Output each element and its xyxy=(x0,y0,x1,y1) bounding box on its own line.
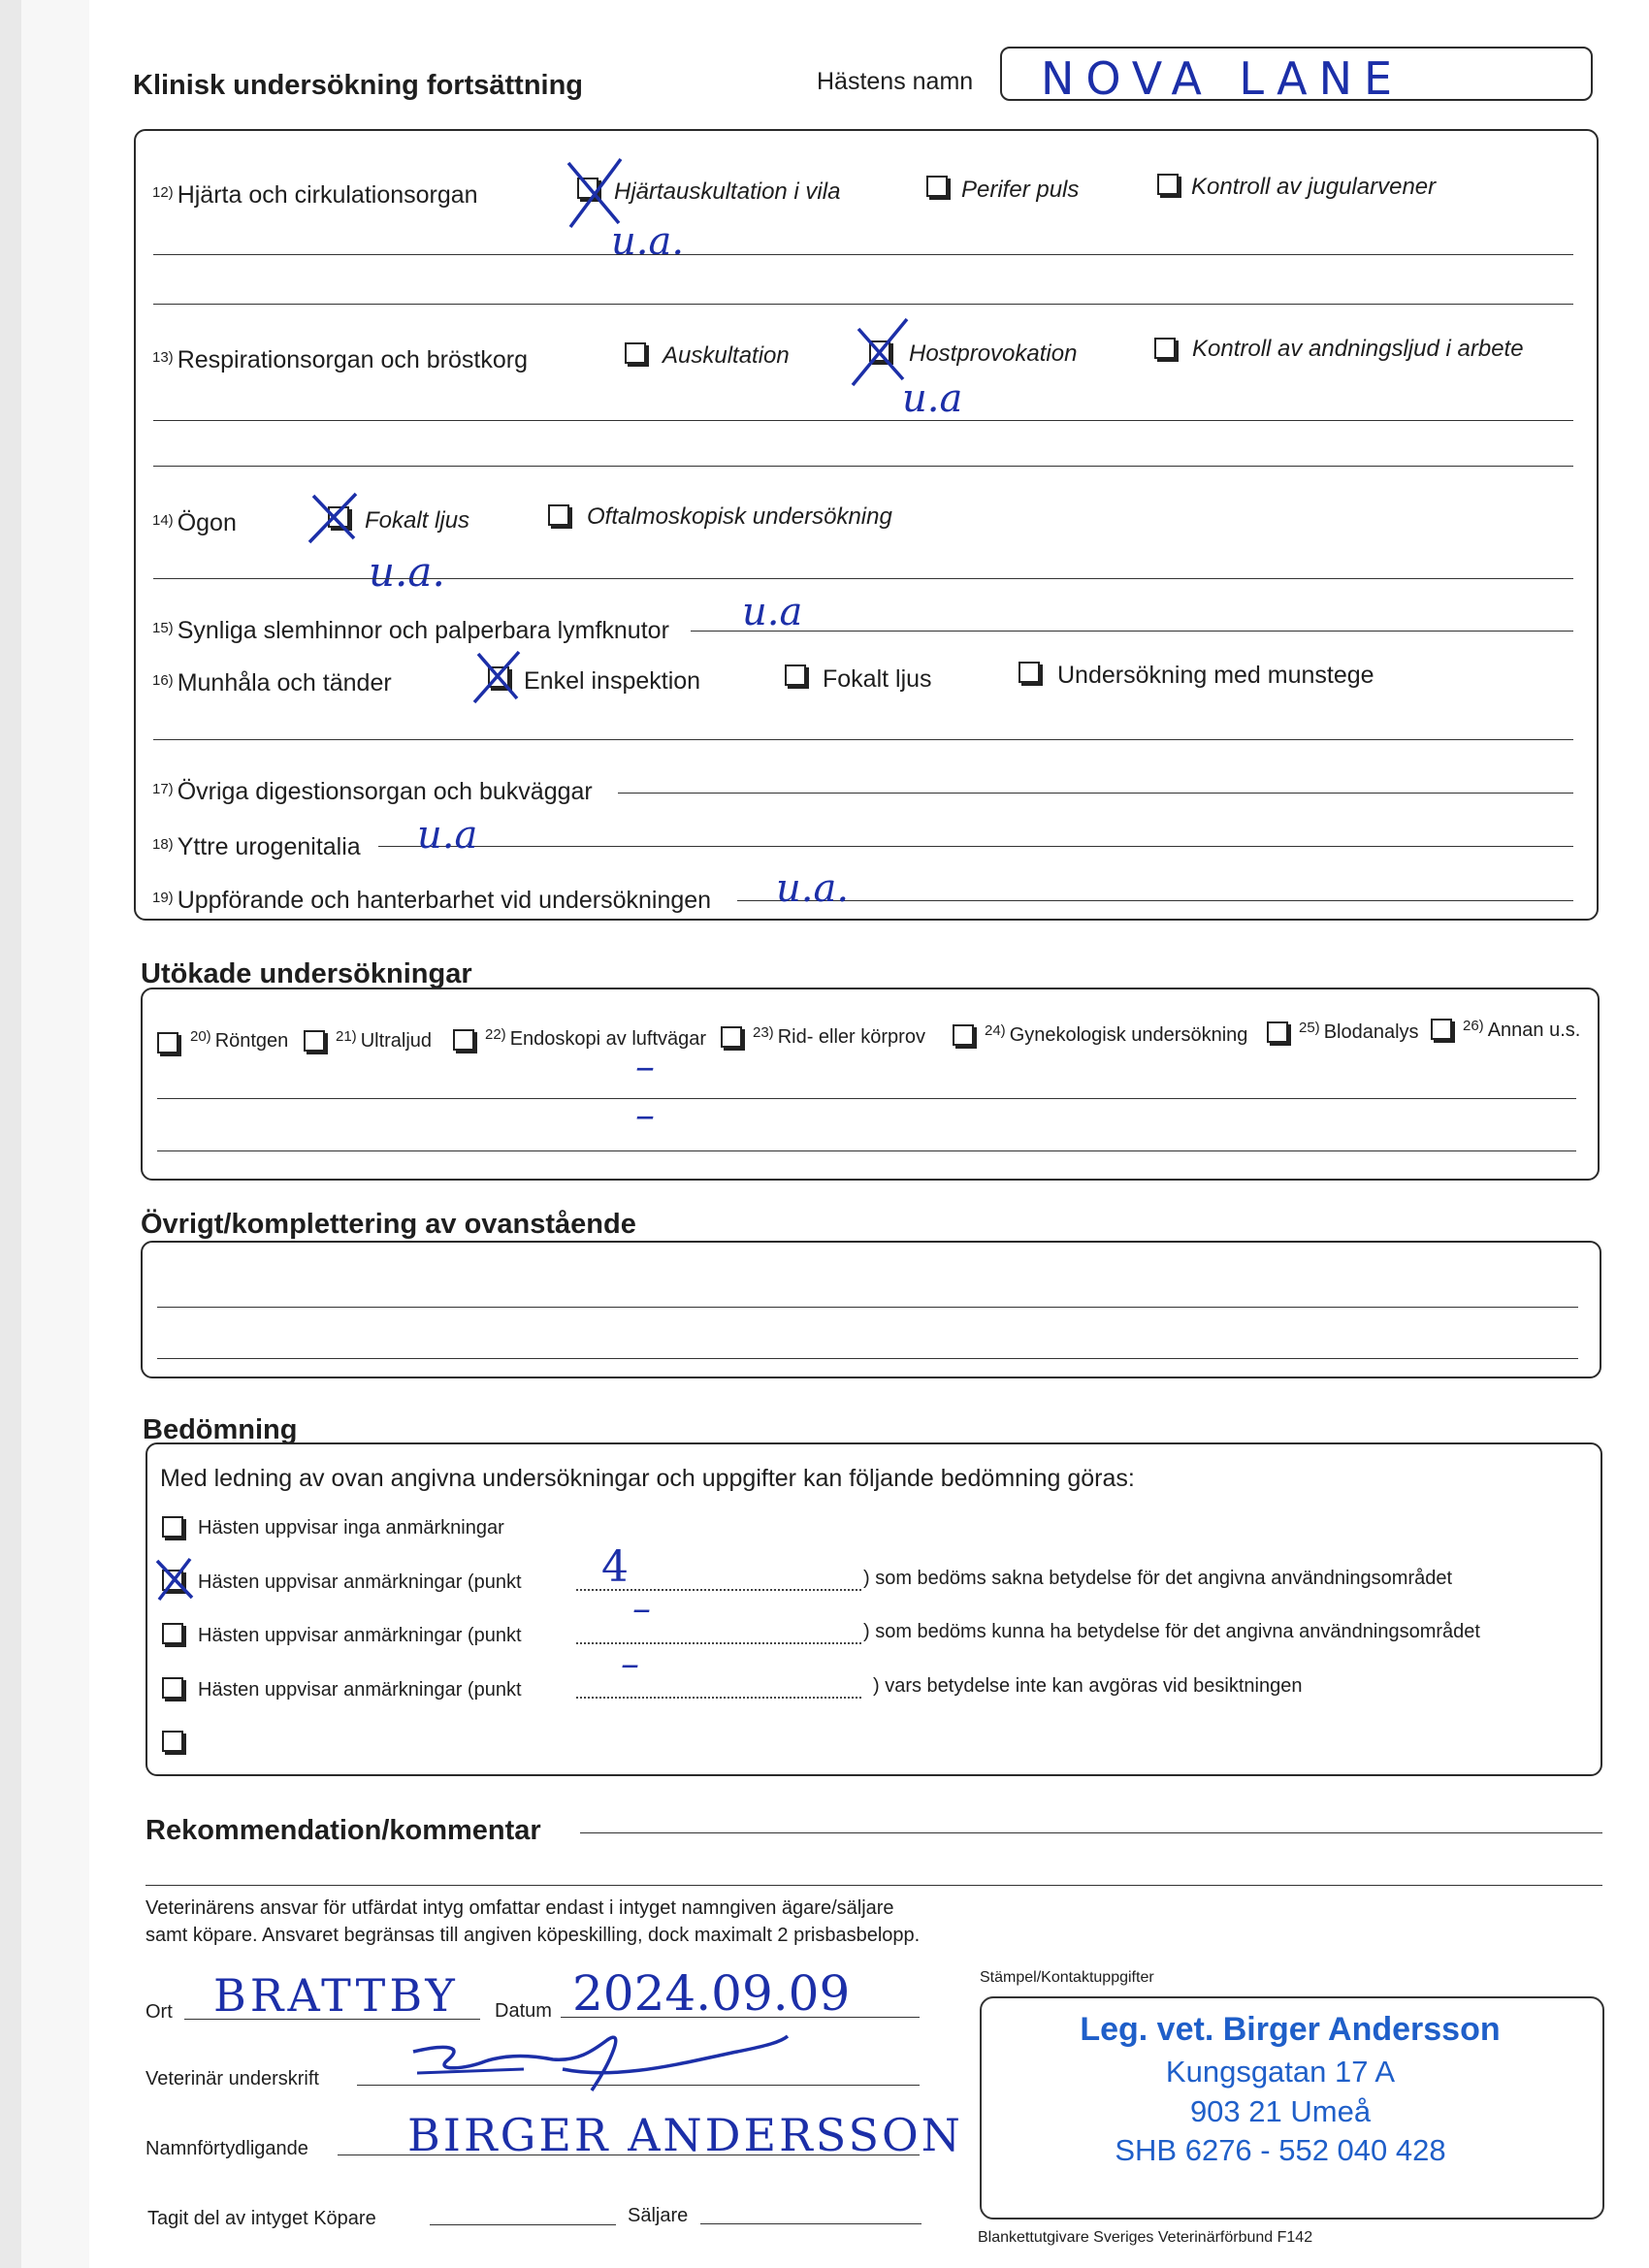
option-ophthalmoscopy: Oftalmoskopisk undersökning xyxy=(587,503,892,530)
stamp-line-2: Kungsgatan 17 A xyxy=(1165,2055,1396,2089)
rule xyxy=(153,254,1573,255)
option-gag: Undersökning med munstege xyxy=(1057,662,1374,689)
checkbox-xray[interactable] xyxy=(157,1032,178,1053)
item-19-label: $^{19)}$ Uppförande och hanterbarhet vid undersökningen xyxy=(152,887,712,914)
stamp-label: Stämpel/Kontaktuppgifter xyxy=(980,1969,1154,1986)
liability-line-2: samt köpare. Ansvaret begränsas till angiven köpeskilling, dock maximalt 2 prisbasbelopp. xyxy=(146,1925,921,1946)
rule xyxy=(618,793,1573,794)
option-cough-provocation: Hostprovokation xyxy=(909,340,1078,367)
assessment-intro: Med ledning av ovan angivna undersökningar och uppgifter kan följande bedömning göras: xyxy=(160,1465,1135,1492)
signature-image xyxy=(407,2023,795,2110)
checkbox-ophthalmoscopy[interactable] xyxy=(548,504,569,526)
extended-item-ultrasound: $^{21)}$ Ultraljud xyxy=(336,1028,433,1052)
section-title: Klinisk undersökning fortsättning xyxy=(133,70,584,101)
stamp-line-3: 903 21 Umeå xyxy=(1189,2094,1372,2128)
extended-title: Utökade undersökningar xyxy=(141,958,472,989)
extended-dash-1: – xyxy=(635,1045,655,1089)
checkbox-auscultation[interactable] xyxy=(625,342,646,364)
place-value: BRATTBY xyxy=(213,1969,459,2022)
rule xyxy=(146,1885,1602,1886)
date-value: 2024.09.09 xyxy=(572,1965,851,2022)
extended-item-riding-test: $^{23)}$ Rid- eller körprov xyxy=(753,1024,925,1048)
item-17-label: $^{17)}$ Övriga digestionsorgan och bukväggar xyxy=(152,778,593,805)
option-mouth-focal-light: Fokalt ljus xyxy=(823,665,932,693)
horse-name-value: NOVA LANE xyxy=(1041,52,1405,105)
extended-item-other: $^{26)}$ Annan u.s. xyxy=(1463,1018,1581,1041)
scan-shadow xyxy=(21,0,89,2268)
extended-dash-2: – xyxy=(635,1093,655,1138)
checkbox-no-remarks[interactable] xyxy=(162,1516,183,1538)
point-value-4: – xyxy=(621,1642,639,1685)
item-14-label: $^{14)}$ Ögon xyxy=(152,509,237,536)
scan-edge xyxy=(0,0,21,2268)
point-value-2: 4 xyxy=(601,1542,629,1592)
horse-name-field[interactable] xyxy=(1000,47,1593,105)
checkbox-riding-test[interactable] xyxy=(721,1026,742,1048)
mucosa-note: u.a xyxy=(742,590,803,634)
checkbox-breath-sounds[interactable] xyxy=(1154,338,1176,359)
extended-item-endoscopy: $^{22)}$ Endoskopi av luftvägar xyxy=(485,1026,707,1050)
option-peripheral-pulse: Perifer puls xyxy=(961,177,1080,203)
checkbox-mouth-focal-light[interactable] xyxy=(785,664,806,686)
rule xyxy=(157,1307,1578,1308)
assessment-option-2: Hästen uppvisar anmärkningar (punkt xyxy=(198,1571,522,1593)
checkbox-endoscopy[interactable] xyxy=(453,1029,474,1051)
place-label: Ort xyxy=(146,2001,173,2023)
checkbox-other-assessment[interactable] xyxy=(162,1731,183,1752)
rule xyxy=(378,846,1573,847)
checkbox-peripheral-pulse[interactable] xyxy=(926,176,948,197)
stamp-line-1: Leg. vet. Birger Andersson xyxy=(1080,2011,1501,2048)
stamp-line-4: SHB 6276 - 552 040 428 xyxy=(1115,2133,1446,2167)
name-value: BIRGER ANDERSSON xyxy=(407,2109,963,2161)
other-title: Övrigt/komplettering av ovanstående xyxy=(141,1209,636,1240)
option-auscultation: Auskultation xyxy=(663,342,790,369)
rule xyxy=(153,304,1573,305)
checkbox-gag[interactable] xyxy=(1018,662,1040,683)
copy-label: Tagit del av intyget Köpare xyxy=(147,2208,376,2229)
rule xyxy=(153,739,1573,740)
item-15-label: $^{15)}$ Synliga slemhinnor och palperbara lymfknutor xyxy=(152,617,669,644)
liability-line-1: Veterinärens ansvar för utfärdat intyg omfattar endast i intyget namngiven ägare/säljare xyxy=(146,1897,894,1919)
eyes-note: u.a. xyxy=(369,548,445,596)
checkbox-blood[interactable] xyxy=(1267,1021,1288,1043)
checkbox-jugular[interactable] xyxy=(1157,174,1179,195)
behaviour-note: u.a. xyxy=(776,866,850,911)
rule xyxy=(153,578,1573,579)
respiration-note: u.a xyxy=(902,376,963,421)
point-field[interactable] xyxy=(576,1642,861,1644)
option-simple-inspection: Enkel inspektion xyxy=(524,667,701,695)
recommendation-title: Rekommendation/kommentar xyxy=(146,1815,541,1846)
assessment-option-4: Hästen uppvisar anmärkningar (punkt xyxy=(198,1679,522,1701)
point-field[interactable] xyxy=(576,1697,861,1699)
heart-note: u.a. xyxy=(611,219,685,264)
checkbox-gynecological[interactable] xyxy=(953,1024,974,1046)
assessment-option-1: Hästen uppvisar inga anmärkningar xyxy=(198,1517,504,1539)
point-value-3: – xyxy=(632,1587,651,1630)
item-18-label: $^{18)}$ Yttre urogenitalia xyxy=(152,833,361,860)
seller-label: Säljare xyxy=(628,2205,689,2226)
assessment-suffix-4: ) vars betydelse inte kan avgöras vid besiktningen xyxy=(873,1675,1303,1697)
rule xyxy=(157,1098,1576,1099)
rule xyxy=(157,1358,1578,1359)
urogenital-note: u.a xyxy=(417,813,478,858)
buyer-line[interactable] xyxy=(430,2224,616,2225)
rule xyxy=(157,1150,1576,1151)
item-12-label: $^{12)}$ Hjärta och cirkulationsorgan xyxy=(152,181,478,209)
checkbox-ultrasound[interactable] xyxy=(304,1030,325,1052)
item-13-label: $^{13)}$ Respirationsorgan och bröstkorg xyxy=(152,346,528,373)
assessment-title: Bedömning xyxy=(143,1414,298,1445)
check-mark-icon xyxy=(306,490,364,548)
item-16-label: $^{16)}$ Munhåla och tänder xyxy=(152,669,392,697)
extended-item-gynecological: $^{24)}$ Gynekologisk undersökning xyxy=(985,1022,1248,1046)
assessment-suffix-2: ) som bedöms sakna betydelse för det angivna användningsområdet xyxy=(863,1568,1453,1589)
assessment-suffix-3: ) som bedöms kunna ha betydelse för det angivna användningsområdet xyxy=(863,1621,1480,1642)
option-heart-auscultation: Hjärtauskultation i vila xyxy=(614,178,841,205)
option-jugular: Kontroll av jugularvener xyxy=(1191,174,1437,200)
horse-name-label: Hästens namn xyxy=(817,68,974,95)
checkbox-remarks-undetermined[interactable] xyxy=(162,1677,183,1699)
extended-item-blood: $^{25)}$ Blodanalys xyxy=(1299,1020,1419,1043)
check-mark-icon xyxy=(153,1557,196,1602)
signature-label: Veterinär underskrift xyxy=(146,2068,319,2090)
name-label: Namnförtydligande xyxy=(146,2138,308,2159)
rule xyxy=(691,631,1573,632)
extended-item-xray: $^{20)}$ Röntgen xyxy=(190,1028,289,1052)
option-breath-sounds: Kontroll av andningsljud i arbete xyxy=(1192,336,1524,362)
seller-line[interactable] xyxy=(700,2223,922,2224)
assessment-option-3: Hästen uppvisar anmärkningar (punkt xyxy=(198,1625,522,1646)
check-mark-icon xyxy=(469,648,527,706)
extended-box xyxy=(141,988,1600,1181)
rule xyxy=(737,900,1573,901)
option-eyes-focal-light: Fokalt ljus xyxy=(365,507,470,534)
checkbox-other-exam[interactable] xyxy=(1431,1019,1452,1040)
checkbox-remarks-may-matter[interactable] xyxy=(162,1623,183,1644)
rule xyxy=(153,420,1573,421)
footer-publisher: Blankettutgivare Sveriges Veterinärförbund F142 xyxy=(978,2229,1313,2246)
rule xyxy=(153,466,1573,467)
rule xyxy=(580,1832,1602,1833)
date-label: Datum xyxy=(495,2000,552,2022)
